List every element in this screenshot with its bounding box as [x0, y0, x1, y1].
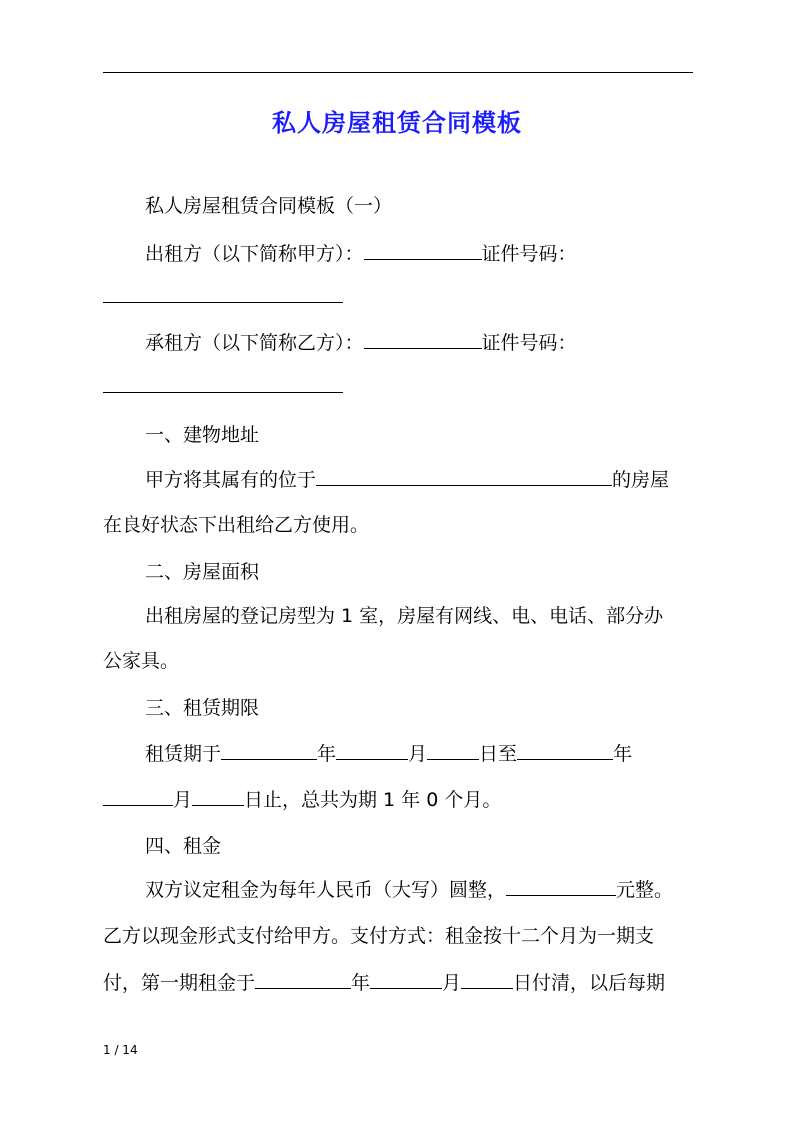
lessor-id-blank[interactable] [103, 286, 343, 303]
subtitle-text: 私人房屋租赁合同模板（一） [145, 195, 393, 217]
p4-text-3: 乙方以现金形式支付给甲方。支付方式：租金按十二个月为一期支 [103, 925, 655, 947]
end-year-blank[interactable] [517, 743, 613, 760]
lessor-name-blank[interactable] [364, 243, 482, 260]
lessee-line [103, 330, 693, 356]
first-pay-day-blank[interactable] [461, 972, 513, 989]
subtitle-line [103, 193, 693, 219]
section-heading [103, 833, 693, 859]
paragraph-line [103, 787, 693, 813]
lessor-id-line [103, 284, 693, 310]
section-4-title: 四、租金 [145, 835, 222, 857]
first-pay-year-blank[interactable] [255, 972, 351, 989]
p3-text-7: 日止，总共为期 1 年 0 个月。 [244, 789, 502, 811]
p4-text-1: 双方议定租金为每年人民币（大写）圆整， [145, 879, 507, 901]
p4-text-2: 元整。 [616, 879, 674, 901]
paragraph-line [103, 970, 693, 996]
lessee-label: 承租方（以下简称乙方）： [145, 332, 364, 354]
rent-amount-blank[interactable] [506, 879, 616, 896]
lessor-label: 出租方（以下简称甲方）： [145, 243, 364, 265]
p3-text-6: 月 [173, 789, 193, 811]
first-pay-month-blank[interactable] [370, 972, 442, 989]
section-3-title: 三、租赁期限 [145, 697, 260, 719]
paragraph-line [103, 603, 693, 629]
lessee-id-blank[interactable] [103, 376, 343, 393]
p2-text-b: 公家具。 [103, 650, 180, 672]
page-indicator: 1 / 14 [103, 1043, 138, 1057]
p3-text-2: 年 [317, 743, 337, 765]
p3-text-3: 月 [408, 743, 428, 765]
p3-text-5: 年 [613, 743, 633, 765]
p4-text-7: 日付清，以后每期 [513, 972, 666, 994]
start-month-blank[interactable] [336, 743, 408, 760]
lessee-name-blank[interactable] [364, 332, 482, 349]
p3-text-4: 日至 [479, 743, 518, 765]
paragraph-line [103, 877, 693, 903]
paragraph-line [103, 923, 693, 949]
paragraph-line [103, 648, 693, 674]
section-2-title: 二、房屋面积 [145, 561, 260, 583]
p4-text-4: 付，第一期租金于 [103, 972, 256, 994]
lessor-id-label: 证件号码： [481, 243, 577, 265]
end-day-blank[interactable] [192, 789, 244, 806]
p4-text-5: 年 [351, 972, 371, 994]
section-heading [103, 422, 693, 448]
document-title: 私人房屋租赁合同模板 [272, 109, 522, 137]
end-month-blank[interactable] [103, 789, 173, 806]
start-day-blank[interactable] [427, 743, 479, 760]
p1-text-a: 甲方将其属有的位于 [145, 469, 317, 491]
lessee-id-line [103, 374, 693, 400]
p3-text-1: 租赁期于 [145, 743, 222, 765]
p1-text-c: 在良好状态下出租给乙方使用。 [103, 514, 370, 536]
p2-text-a: 出租房屋的登记房型为 1 室，房屋有网线、电、电话、部分办 [145, 605, 664, 627]
section-heading [103, 559, 693, 585]
paragraph-line [103, 467, 693, 493]
header-rule [103, 72, 693, 73]
p1-text-b: 的房屋 [612, 469, 670, 491]
lessee-id-label: 证件号码： [481, 332, 577, 354]
lessor-line [103, 241, 693, 267]
paragraph-line [103, 741, 693, 767]
address-blank[interactable] [316, 469, 612, 486]
section-1-title: 一、建物地址 [145, 424, 260, 446]
start-year-blank[interactable] [221, 743, 317, 760]
section-heading [103, 695, 693, 721]
p4-text-6: 月 [442, 972, 462, 994]
paragraph-line [103, 512, 693, 538]
